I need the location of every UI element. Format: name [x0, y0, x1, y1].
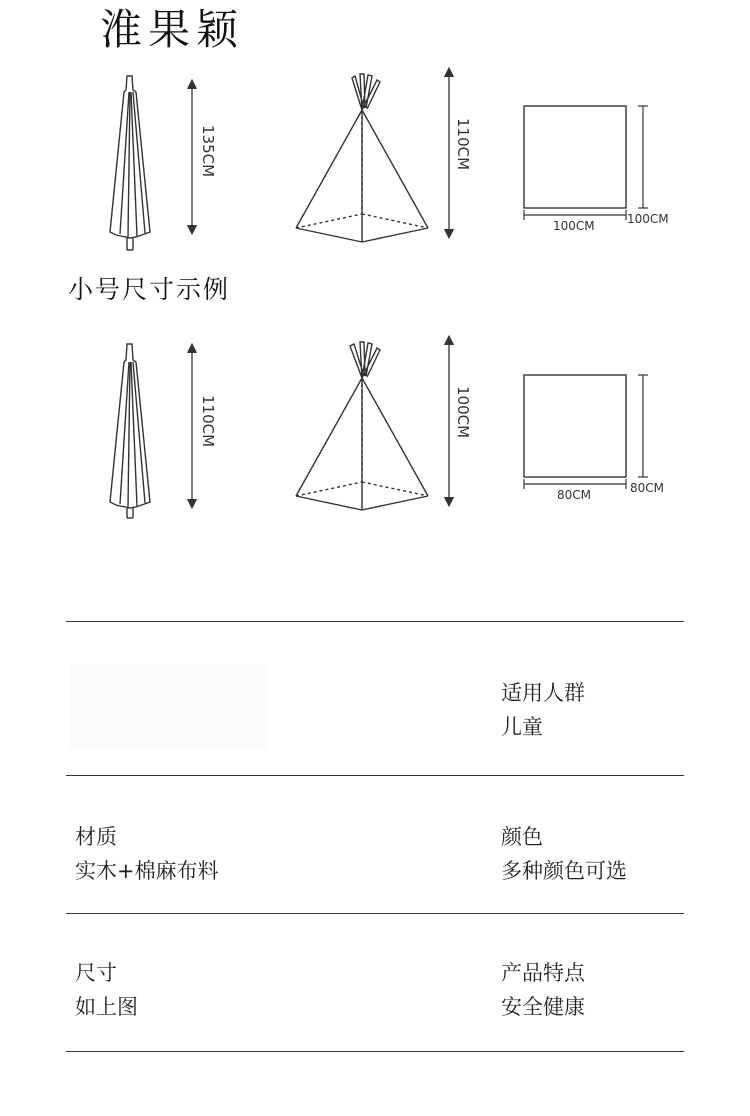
spec-divider	[66, 1051, 684, 1052]
teepee-tent-icon	[296, 74, 428, 242]
brand-name: 淮果颖	[100, 5, 245, 54]
folded-tent-icon	[110, 76, 150, 250]
base-width-label: 100CM	[553, 219, 595, 233]
material-spec	[75, 820, 219, 888]
spec-value: 安全健康	[501, 995, 585, 1019]
color-spec	[501, 820, 627, 888]
spec-label: 材质	[75, 825, 117, 849]
spec-value: 如上图	[75, 995, 138, 1019]
tent-height-label: 110CM	[454, 118, 472, 171]
pole-height-label: 135CM	[199, 125, 217, 178]
large-size-diagram	[0, 60, 750, 260]
spec-label: 产品特点	[501, 961, 585, 985]
blank-cell	[70, 665, 268, 750]
tent-base-square	[524, 106, 626, 208]
spec-value: 多种颜色可选	[501, 859, 627, 883]
pole-height-label: 110CM	[199, 395, 217, 448]
size-spec	[75, 956, 138, 1024]
folded-tent-icon	[110, 344, 150, 518]
small-size-title: 小号尺寸示例	[68, 275, 231, 304]
audience-spec	[501, 676, 585, 744]
spec-divider	[66, 621, 684, 622]
spec-divider	[66, 775, 684, 776]
spec-value: 儿童	[501, 715, 543, 739]
small-size-diagram	[0, 330, 750, 530]
base-depth-label: 100CM	[627, 212, 669, 226]
spec-label: 颜色	[501, 825, 543, 849]
spec-divider	[66, 913, 684, 914]
spec-value: 实木+棉麻布料	[75, 859, 219, 883]
teepee-tent-icon	[296, 342, 428, 510]
tent-height-label: 100CM	[454, 386, 472, 439]
features-spec	[501, 956, 585, 1024]
spec-label: 尺寸	[75, 961, 117, 985]
spec-label: 适用人群	[501, 681, 585, 705]
tent-base-square	[524, 375, 626, 477]
base-depth-label: 80CM	[630, 481, 665, 495]
base-width-label: 80CM	[557, 488, 592, 502]
